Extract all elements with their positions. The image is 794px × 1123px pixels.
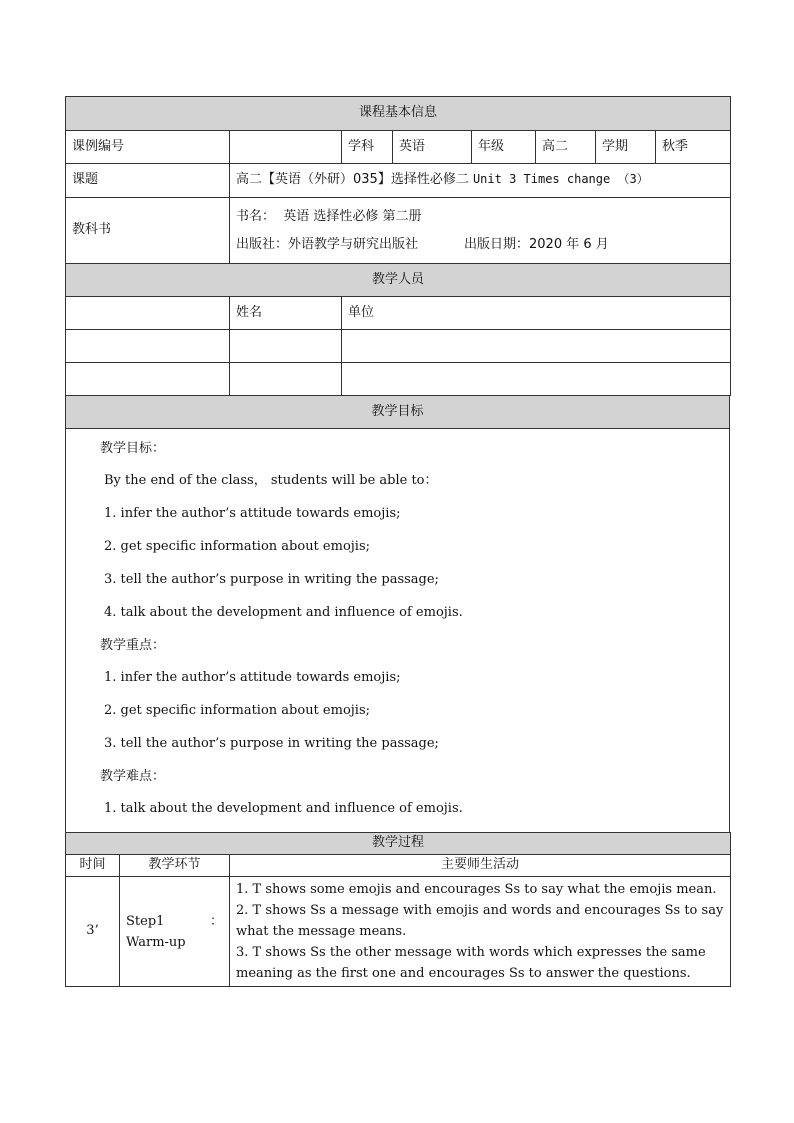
lesson-plan-sheet [65, 96, 730, 987]
staff-cell [230, 330, 342, 363]
objectives-table [65, 395, 730, 833]
topic-unit: Unit 3 Times change （3） [472, 172, 649, 187]
subject-value: 英语 [393, 131, 472, 164]
staff-table [65, 263, 731, 396]
difficult-points-heading: 教学难点： [100, 769, 166, 784]
publisher: 出版社：外语教学与研究出版社 [236, 236, 419, 252]
staff-cell [66, 363, 230, 396]
stage-name: Warm-up [126, 934, 186, 950]
key-point-item: 2. get specific information about emojis; [104, 703, 371, 718]
subject-label: 学科 [342, 131, 393, 164]
topic-label: 课题 [66, 164, 230, 198]
process-header: 教学过程 [66, 833, 731, 855]
course-id-value [230, 131, 342, 164]
key-point-item: 1. infer the author’s attitude towards emojis; [104, 670, 401, 685]
goal-item: 2. get specific information about emojis; [104, 539, 371, 554]
staff-cell [342, 330, 731, 363]
course-id-label: 课例编号 [66, 131, 230, 164]
stage-colon: ： [209, 913, 223, 929]
row-time: 3’ [66, 877, 120, 987]
key-points-heading: 教学重点： [100, 638, 166, 653]
staff-cell [66, 330, 230, 363]
grade-label: 年级 [472, 131, 536, 164]
activity-item: 1. T shows some emojis and encourages Ss to say what the emojis mean. [236, 882, 717, 897]
difficult-point-item: 1. talk about the development and influence of emojis. [104, 801, 463, 816]
objectives-header: 教学目标 [66, 396, 730, 429]
publisher-info [236, 231, 724, 259]
topic-prefix: 高二【英语（外研）035】选择性必修二 [236, 172, 473, 188]
row-stage [120, 877, 230, 987]
staff-cell [342, 363, 731, 396]
goals-heading: 教学目标： [100, 441, 166, 456]
staff-cell [230, 363, 342, 396]
stage-step: Step1 [126, 913, 165, 929]
book-name: 书名： 英语 选择性必修 第二册 [236, 208, 422, 224]
col-activity-header: 主要师生活动 [230, 855, 731, 877]
basic-info-header: 课程基本信息 [66, 97, 731, 131]
grade-value: 高二 [536, 131, 596, 164]
textbook-label: 教科书 [66, 198, 230, 264]
topic-value [230, 164, 731, 198]
objectives-body [66, 429, 730, 833]
basic-info-table [65, 96, 731, 264]
row-activities [230, 877, 731, 987]
goal-item: 1. infer the author’s attitude towards emojis; [104, 506, 401, 521]
publish-date: 出版日期：2020 年 6 月 [464, 236, 609, 252]
col-stage-header: 教学环节 [120, 855, 230, 877]
goals-intro: By the end of the class， students will be able to： [104, 473, 438, 488]
textbook-value [230, 198, 731, 264]
process-table [65, 832, 731, 987]
term-label: 学期 [596, 131, 656, 164]
col-time-header: 时间 [66, 855, 120, 877]
key-point-item: 3. tell the author’s purpose in writing the passage; [104, 736, 439, 751]
staff-header: 教学人员 [66, 264, 731, 297]
goal-item: 3. tell the author’s purpose in writing the passage; [104, 572, 439, 587]
activity-item: 3. T shows Ss the other message with words which expresses the same meaning as the first one and encourages Ss to answer the questions. [236, 945, 706, 981]
activity-item: 2. T shows Ss a message with emojis and words and encourages Ss to say what the message means. [236, 903, 724, 939]
goal-item: 4. talk about the development and influence of emojis. [104, 605, 463, 620]
staff-unit-header: 单位 [342, 297, 731, 330]
staff-blank-header [66, 297, 230, 330]
staff-name-header: 姓名 [230, 297, 342, 330]
term-value: 秋季 [656, 131, 731, 164]
process-row [66, 877, 731, 987]
